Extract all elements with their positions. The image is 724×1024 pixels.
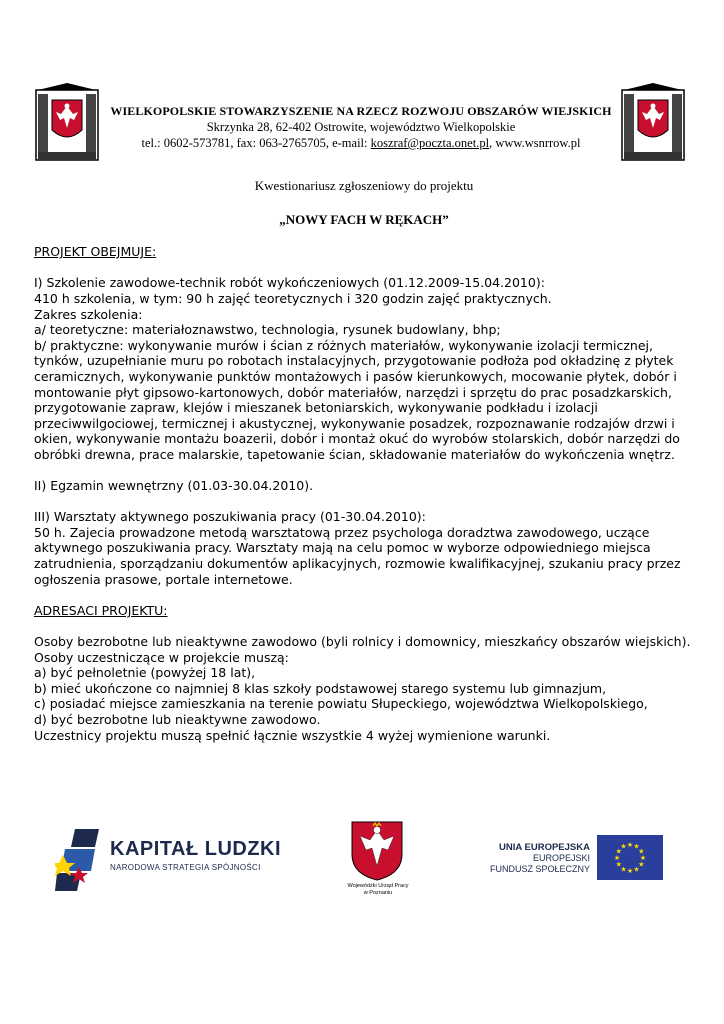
form-title: Kwestionariusz zgłoszeniowy do projektu <box>254 178 474 193</box>
eu-star-icon: ★ <box>615 860 622 869</box>
eu-text-block <box>480 842 590 875</box>
eu-star-icon: ★ <box>639 854 647 862</box>
eu-star-icon: ★ <box>638 860 645 869</box>
wup-caption-line2: w Poznaniu <box>363 890 393 896</box>
letterhead <box>98 103 624 151</box>
eu-flag-icon <box>597 835 663 880</box>
wup-eagle-shield-icon <box>342 818 412 913</box>
eu-star-icon: ★ <box>620 865 627 874</box>
eu-star-icon: ★ <box>638 847 645 856</box>
section-heading-recipients: ADRESACI PROJEKTU: <box>34 602 168 618</box>
training-hours: 410 h szkolenia, w tym: 90 h zajęć teoretycznych i 320 godzin zajęć praktycznych. <box>34 290 552 306</box>
right-eagle-emblem-icon <box>620 82 686 166</box>
kapital-ludzki-title: KAPITAŁ LUDZKI <box>110 838 282 860</box>
eu-line3: FUNDUSZ SPOŁECZNY <box>489 864 590 874</box>
organization-address: Skrzynka 28, 62-402 Ostrowite, województwo Wielkopolskie <box>206 120 516 134</box>
requirements-summary: Uczestnicy projektu muszą spełnić łącznie wszystkie 4 wyżej wymienione warunki. <box>34 727 551 743</box>
requirement-a: a) być pełnoletnie (powyżej 18 lat), <box>34 665 256 681</box>
eu-star-icon: ★ <box>613 854 621 862</box>
wup-caption-line1: Wojewódzki Urząd Pracy <box>347 883 409 889</box>
eu-line1: UNIA EUROPEJSKA <box>499 842 590 853</box>
requirement-b: b) mieć ukończone co najmniej 8 klas szkoły podstawowej starego systemu lub gimnazjum, <box>34 680 607 696</box>
recipients-requirements: Osoby uczestniczące w projekcie muszą: <box>34 649 289 665</box>
training-scope: Zakres szkolenia: <box>34 306 143 322</box>
footer-logos <box>0 815 724 915</box>
eu-star-icon: ★ <box>615 847 622 856</box>
recipients-intro: Osoby bezrobotne lub nieaktywne zawodowo (byli rolnicy i domownicy, mieszkańcy obszarów wiejskich). <box>34 634 691 650</box>
wup-caption <box>338 883 418 897</box>
document-body <box>34 178 694 743</box>
training-theory: a/ teoretyczne: materiałoznawstwo, technologia, rysunek budowlany, bhp; <box>34 322 501 338</box>
workshop-body: 50 h. Zajecia prowadzone metodą warsztatową przez psychologa doradztwa zawodowego, uczące aktywnego poszukiwania pracy. Warsztaty mają na celu pomoc w wyborze odpowiedniego miejsca zatrudnienia, sporządzaniu dokumentów aplikacyjnych, rozmowie kwalifikacyjnej, szukaniu pracy przez ogłoszenia prasowe, portale internetowe. <box>34 524 681 587</box>
exam-line: II) Egzamin wewnętrzny (01.03-30.04.2010). <box>34 478 314 494</box>
eu-star-icon: ★ <box>626 867 634 875</box>
section-heading-project: PROJEKT OBEJMUJE: <box>34 244 157 260</box>
workshop-title: III) Warsztaty aktywnego poszukiwania pracy (01-30.04.2010): <box>34 509 426 525</box>
eu-star-icon: ★ <box>633 865 640 874</box>
contact-phone-fax: tel.: 0602-573781, fax: 063-2765705, e-mail: <box>141 136 371 150</box>
organization-name: WIELKOPOLSKIE STOWARZYSZENIE NA RZECZ ROZWOJU OBSZARÓW WIEJSKICH <box>110 104 612 118</box>
training-practice: b/ praktyczne: wykonywanie murów i ścian z różnych materiałów, wykonywanie izolacji termicznej, tynków, uzupełnianie muru po robotach instalacyjnych, przygotowanie podłoża pod okładzinę z płytek ceramicznych, wykonywanie punktów montażowych i pasów kierunkowych, mocowanie płytek, dobór i montowanie płyt gipsowo-kartonowych, dobór materiałów, narzędzi i sprzętu do prac posadzkarskich, przygotowanie zapraw, klejów i mieszanek betoniarskich, wykonywanie podkładu i izolacji przeciwwilgociowej, termicznej i akustycznej, wykonywanie posadzek, rozpoznawanie rodzajów drzwi i okien, wykonywanie montażu boazerii, dobór i montaż okuć do wyrobów stolarskich, dobór narzędzi do obróbki drewna, prace malarskie, tapetowanie ścian, składowanie materiałów do wykończenia wnętrz. <box>34 337 680 462</box>
project-name: „NOWY FACH W RĘKACH” <box>279 211 449 227</box>
requirement-d: d) być bezrobotne lub nieaktywne zawodowo. <box>34 712 321 727</box>
contact-website: , www.wsnrrow.pl <box>489 136 581 150</box>
email-link[interactable]: koszraf@poczta.onet.pl <box>370 136 490 150</box>
eu-star-icon: ★ <box>626 841 634 849</box>
organization-contact <box>98 135 624 151</box>
kapital-ludzki-subtitle: NARODOWA STRATEGIA SPÓJNOŚCI <box>110 863 261 872</box>
eu-star-icon: ★ <box>633 842 640 851</box>
eu-line2: EUROPEJSKI <box>532 853 590 863</box>
eu-star-icon: ★ <box>620 842 627 851</box>
requirement-c: c) posiadać miejsce zamieszkania na terenie powiatu Słupeckiego, województwa Wielkopolskiego, <box>34 696 648 712</box>
training-title: I) Szkolenie zawodowe-technik robót wykończeniowych (01.12.2009-15.04.2010): <box>34 275 545 291</box>
left-eagle-emblem-icon <box>34 82 100 166</box>
